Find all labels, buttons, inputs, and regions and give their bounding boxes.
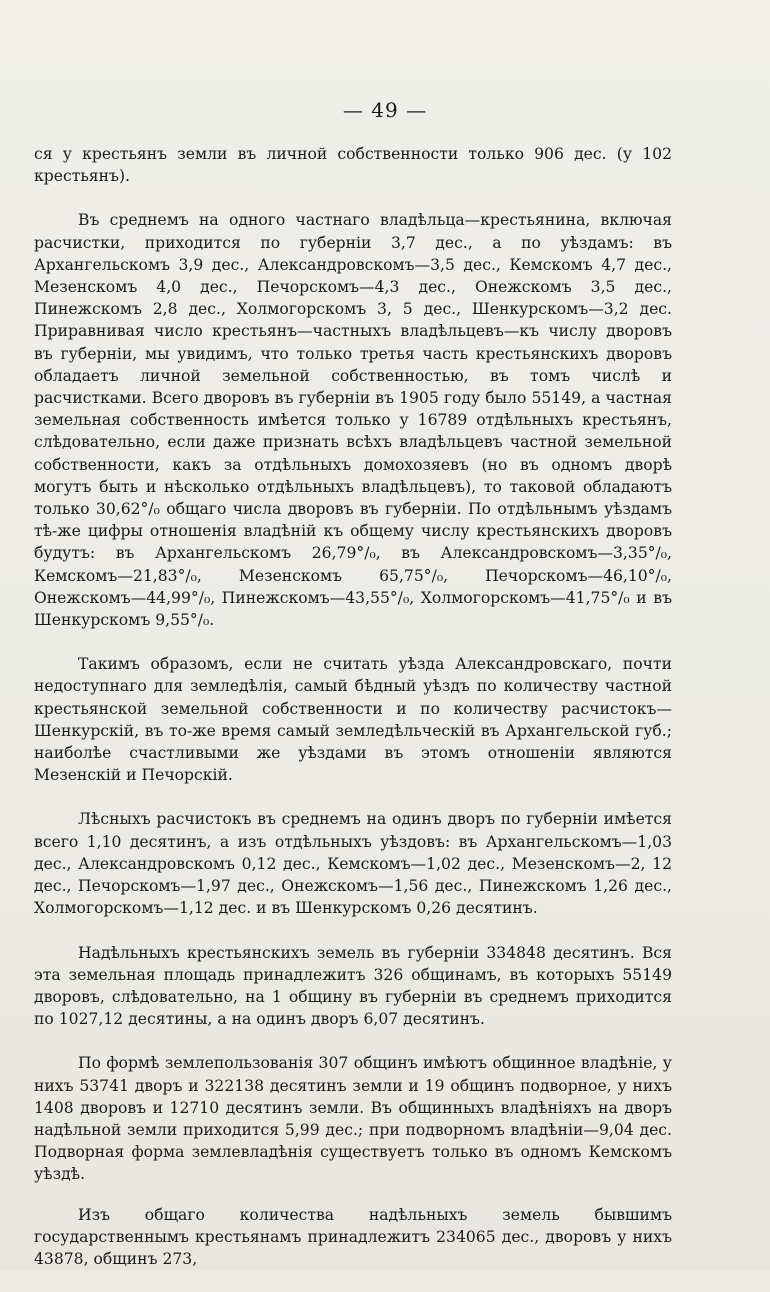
paragraph-7: Изъ общаго количества надѣльныхъ земель бывшимъ государственнымъ крестьянамъ принадлежитъ 234065 дес., дворовъ у нихъ 43878, общинъ 273, (34, 1205, 672, 1268)
paragraph-5: Надѣльныхъ крестьянскихъ земель въ губерніи 334848 десятинъ. Вся эта земельная площадь принадлежитъ 326 общинамъ, въ которыхъ 55149 дворовъ, слѣдовательно, на 1 общину въ губерніи въ среднемъ приходится по 1027,12 десятины, а на одинъ дворъ 6,07 десятинъ. (34, 943, 672, 1029)
paragraph-1: ся у крестьянъ земли въ личной собственности только 906 дес. (у 102 крестьянъ). (34, 145, 672, 186)
paragraph-6: По формѣ землепользованія 307 общинъ имѣютъ общинное владѣніе, у нихъ 53741 дворъ и 322138 десятинъ земли и 19 общинъ подворное, у нихъ 1408 дворовъ и 12710 десятинъ земли. Въ общинныхъ владѣніяхъ на дворъ надѣльной земли приходится 5,99 дес.; при подворномъ владѣніи—9,04 дес. Подворная форма землевладѣнія существуетъ только въ одномъ Кемскомъ уѣздѣ. (34, 1054, 672, 1184)
paragraph-2: Въ среднемъ на одного частнаго владѣльца—крестьянина, включая расчистки, приходится по губерніи 3,7 дес., а по уѣздамъ: въ Архангельскомъ 3,9 дес., Александровскомъ—3,5 дес., Кемскомъ 4,7 дес., Мезенскомъ 4,0 дес., Печорскомъ—4,3 дес., Онежскомъ 3,5 дес., Пинежскомъ 2,8 дес., Холмогорскомъ 3, 5 дес., Шенкурскомъ—3,2 дес. Приравнивая число крестьянъ—частныхъ владѣльцевъ—къ числу дворовъ въ губерніи, мы увидимъ, что только третья часть крестьянскихъ дворовъ обладаетъ личной земельной собственностью, въ томъ числѣ и расчистками. Всего дворовъ въ губерніи въ 1905 году было 55149, а частная земельная собственность имѣется только у 16789 отдѣльныхъ крестьянъ, слѣдовательно, если даже признать всѣхъ владѣльцевъ частной земельной собственности, какъ за отдѣльныхъ домохозяевъ (но въ одномъ дворѣ могутъ быть и нѣсколько отдѣльныхъ владѣльцевъ), то таковой обладаютъ только 30,62°/₀ общаго числа дворовъ въ губерніи. По отдѣльнымъ уѣздамъ тѣ-же цифры отношенія владѣній къ общему числу крестьянскихъ дворовъ будутъ: въ Архангельскомъ 26,79°/₀, въ Александровскомъ—3,35°/₀, Кемскомъ—21,83°/₀, Мезенскомъ 65,75°/₀, Печорскомъ—46,10°/₀, Онежскомъ—44,99°/₀, Пинежскомъ—43,55°/₀, Холмогорскомъ—41,75°/₀ и въ Шенкурскомъ 9,55°/₀. (34, 211, 672, 630)
page-number: — 49 — (342, 98, 428, 122)
paragraph-4: Лѣсныхъ расчистокъ въ среднемъ на одинъ дворъ по губерніи имѣется всего 1,10 десятинъ, а изъ отдѣльныхъ уѣздовъ: въ Архангельскомъ—1,03 дес., Александровскомъ 0,12 дес., Кемскомъ—1,02 дес., Мезенскомъ—2, 12 дес., Печорскомъ—1,97 дес., Онежскомъ—1,56 дес., Пинежскомъ 1,26 дес., Холмогорскомъ—1,12 дес. и въ Шенкурскомъ 0,26 десятинъ. (34, 810, 672, 918)
paragraph-3: Такимъ образомъ, если не считать уѣзда Александровскаго, почти недоступнаго для земледѣлія, самый бѣдный уѣздъ по количеству частной крестьянской земельной собственности и по количеству расчистокъ—Шенкурскій, въ то-же время самый земледѣльческій въ Архангельской губ.; наиболѣе счастливыми же уѣздами въ этомъ отношеніи являются Мезенскій и Печорскій. (34, 655, 672, 785)
body-text (34, 143, 672, 1292)
